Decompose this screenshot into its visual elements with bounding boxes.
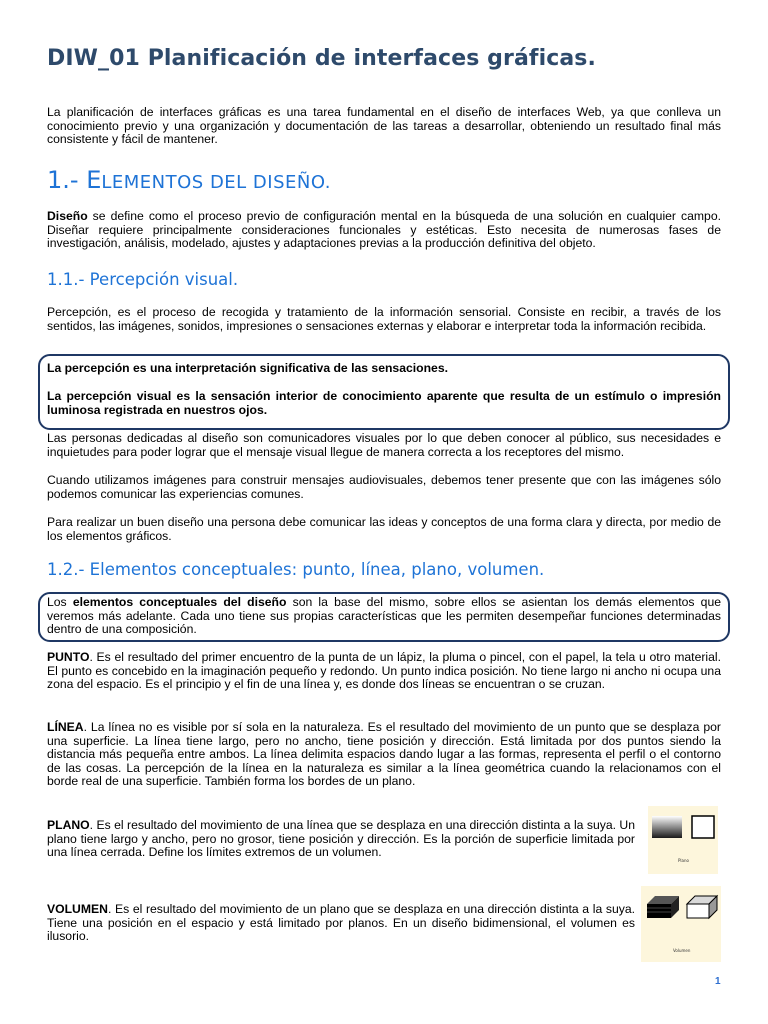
punto-term: PUNTO [47,650,90,664]
volumen-image [641,886,721,962]
buen-diseno-paragraph: Para realizar un buen diseño una persona debe comunicar las ideas y conceptos de una forma clara y directa, por medio de los elementos gráficos. [47,515,721,543]
section-heading-1 [47,166,331,194]
plano-image [648,806,718,874]
subsection-heading-1-1: 1.1.- Percepción visual. [47,270,239,289]
diseno-text: se define como el proceso previo de configuración mental en la búsqueda de una solución en cualquier campo. Diseñar requiere principalmente consideraciones funcionales y estéticas. Esto necesita de numerosas fases de investigación, análisis, modelado, ajustes y adaptaciones previas a la producción definitiva del objeto. [47,209,721,251]
volumen-image-caption: Volumen [673,948,691,953]
plano-image-caption: Plano [678,858,689,863]
plano-paragraph [47,819,635,860]
callout-line-1-text: La percepción es una interpretación significativa de las sensaciones. [47,361,448,375]
plano-illustration [648,806,718,874]
punto-paragraph [47,651,721,692]
plano-term: PLANO [47,818,90,832]
volumen-text: . Es el resultado del movimiento de un plano que se desplaza en una dirección distinta a la suya. Tiene una posición en el espacio y está limitado por planos. En un diseño bidimensional, el volumen es ilusorio. [47,902,635,944]
section-title-rest: LEMENTOS DEL DISEÑO. [101,172,332,193]
linea-text: . La línea no es visible por sí sola en la naturaleza. Es el resultado del movimiento de un punto que se desplaza por una superficie. La línea tiene largo, pero no ancho, tiene posición y dirección. Está limitada por dos puntos siendo la distancia más pequeña entre ambos. La línea delimita espacios dando lugar a las formas, representa el perfil o el contorno de las cosas. La percepción de la línea en la naturaleza es similar a la línea geométrica cuando la relacionamos con el borde real de una superficie. También forma los bordes de un plano. [47,720,721,789]
volumen-paragraph [47,903,635,944]
plano-text: . Es el resultado del movimiento de una línea que se desplaza en una dirección distinta a la suya. Un plano tiene largo y ancho, pero no grosor, tiene posición y dirección. Es la porción de superficie limitada por una línea cerrada. Define los límites extremos de un volumen. [47,818,635,860]
intro-paragraph: La planificación de interfaces gráficas es una tarea fundamental en el diseño de interfaces Web, ya que conlleva un conocimiento previo y una organización y documentación de las tareas a desarrollar, obteniendo un resultado final más consistente y fácil de mantener. [47,105,721,147]
linea-paragraph [47,721,721,789]
page-number: 1 [715,976,721,987]
section-first-letter: E [86,166,102,194]
linea-term: LÍNEA [47,720,84,734]
conceptuales-paragraph [47,596,721,637]
subsection-heading-1-2: 1.2.- Elementos conceptuales: punto, línea, plano, volumen. [47,560,545,579]
volumen-illustration [641,886,721,962]
volumen-term: VOLUMEN [47,902,108,916]
document-title: DIW_01 Planificación de interfaces gráficas. [47,46,596,71]
conceptuales-term: elementos conceptuales del diseño [72,595,287,609]
imagenes-paragraph: Cuando utilizamos imágenes para construir mensajes audiovisuales, debemos tener presente que con las imágenes sólo podemos comunicar las experiencias comunes. [47,473,721,501]
section-number: 1.- [47,166,87,194]
callout-line-1 [47,362,721,376]
diseno-term: Diseño [47,209,88,223]
conceptuales-text: son la base del mismo, sobre ellos se asientan los demás elementos que veremos más adelante. Cada uno tiene sus propias características que les permiten desempeñar funciones determinadas dentro de una composición. [47,595,722,637]
callout-line-2 [47,390,721,417]
conceptuales-pre: Los [47,595,73,609]
comunicadores-paragraph: Las personas dedicadas al diseño son comunicadores visuales por lo que deben conocer al público, sus necesidades e inquietudes para poder lograr que el mensaje visual llegue de manera correcta a los receptores del mismo. [47,431,721,459]
percepcion-paragraph: Percepción, es el proceso de recogida y tratamiento de la información sensorial. Consiste en recibir, a través de los sentidos, las imágenes, sonidos, impresiones o sensaciones externas y elaborar e interpretar toda la información recibida. [47,305,721,333]
diseno-paragraph [47,210,721,251]
callout-line-2-text: La percepción visual es la sensación interior de conocimiento aparente que resulta de un estímulo o impresión luminosa registrada en nuestros ojos. [47,389,721,417]
punto-text: . Es el resultado del primer encuentro de la punta de un lápiz, la pluma o pincel, con el papel, la tela u otro material. El punto es concebido en la imaginación pequeño y redondo. Un punto indica posición. No tiene largo ni ancho ni ocupa una zona del espacio. Es el principio y el fin de una línea y, es donde dos líneas se encuentran o se cruzan. [47,650,721,692]
